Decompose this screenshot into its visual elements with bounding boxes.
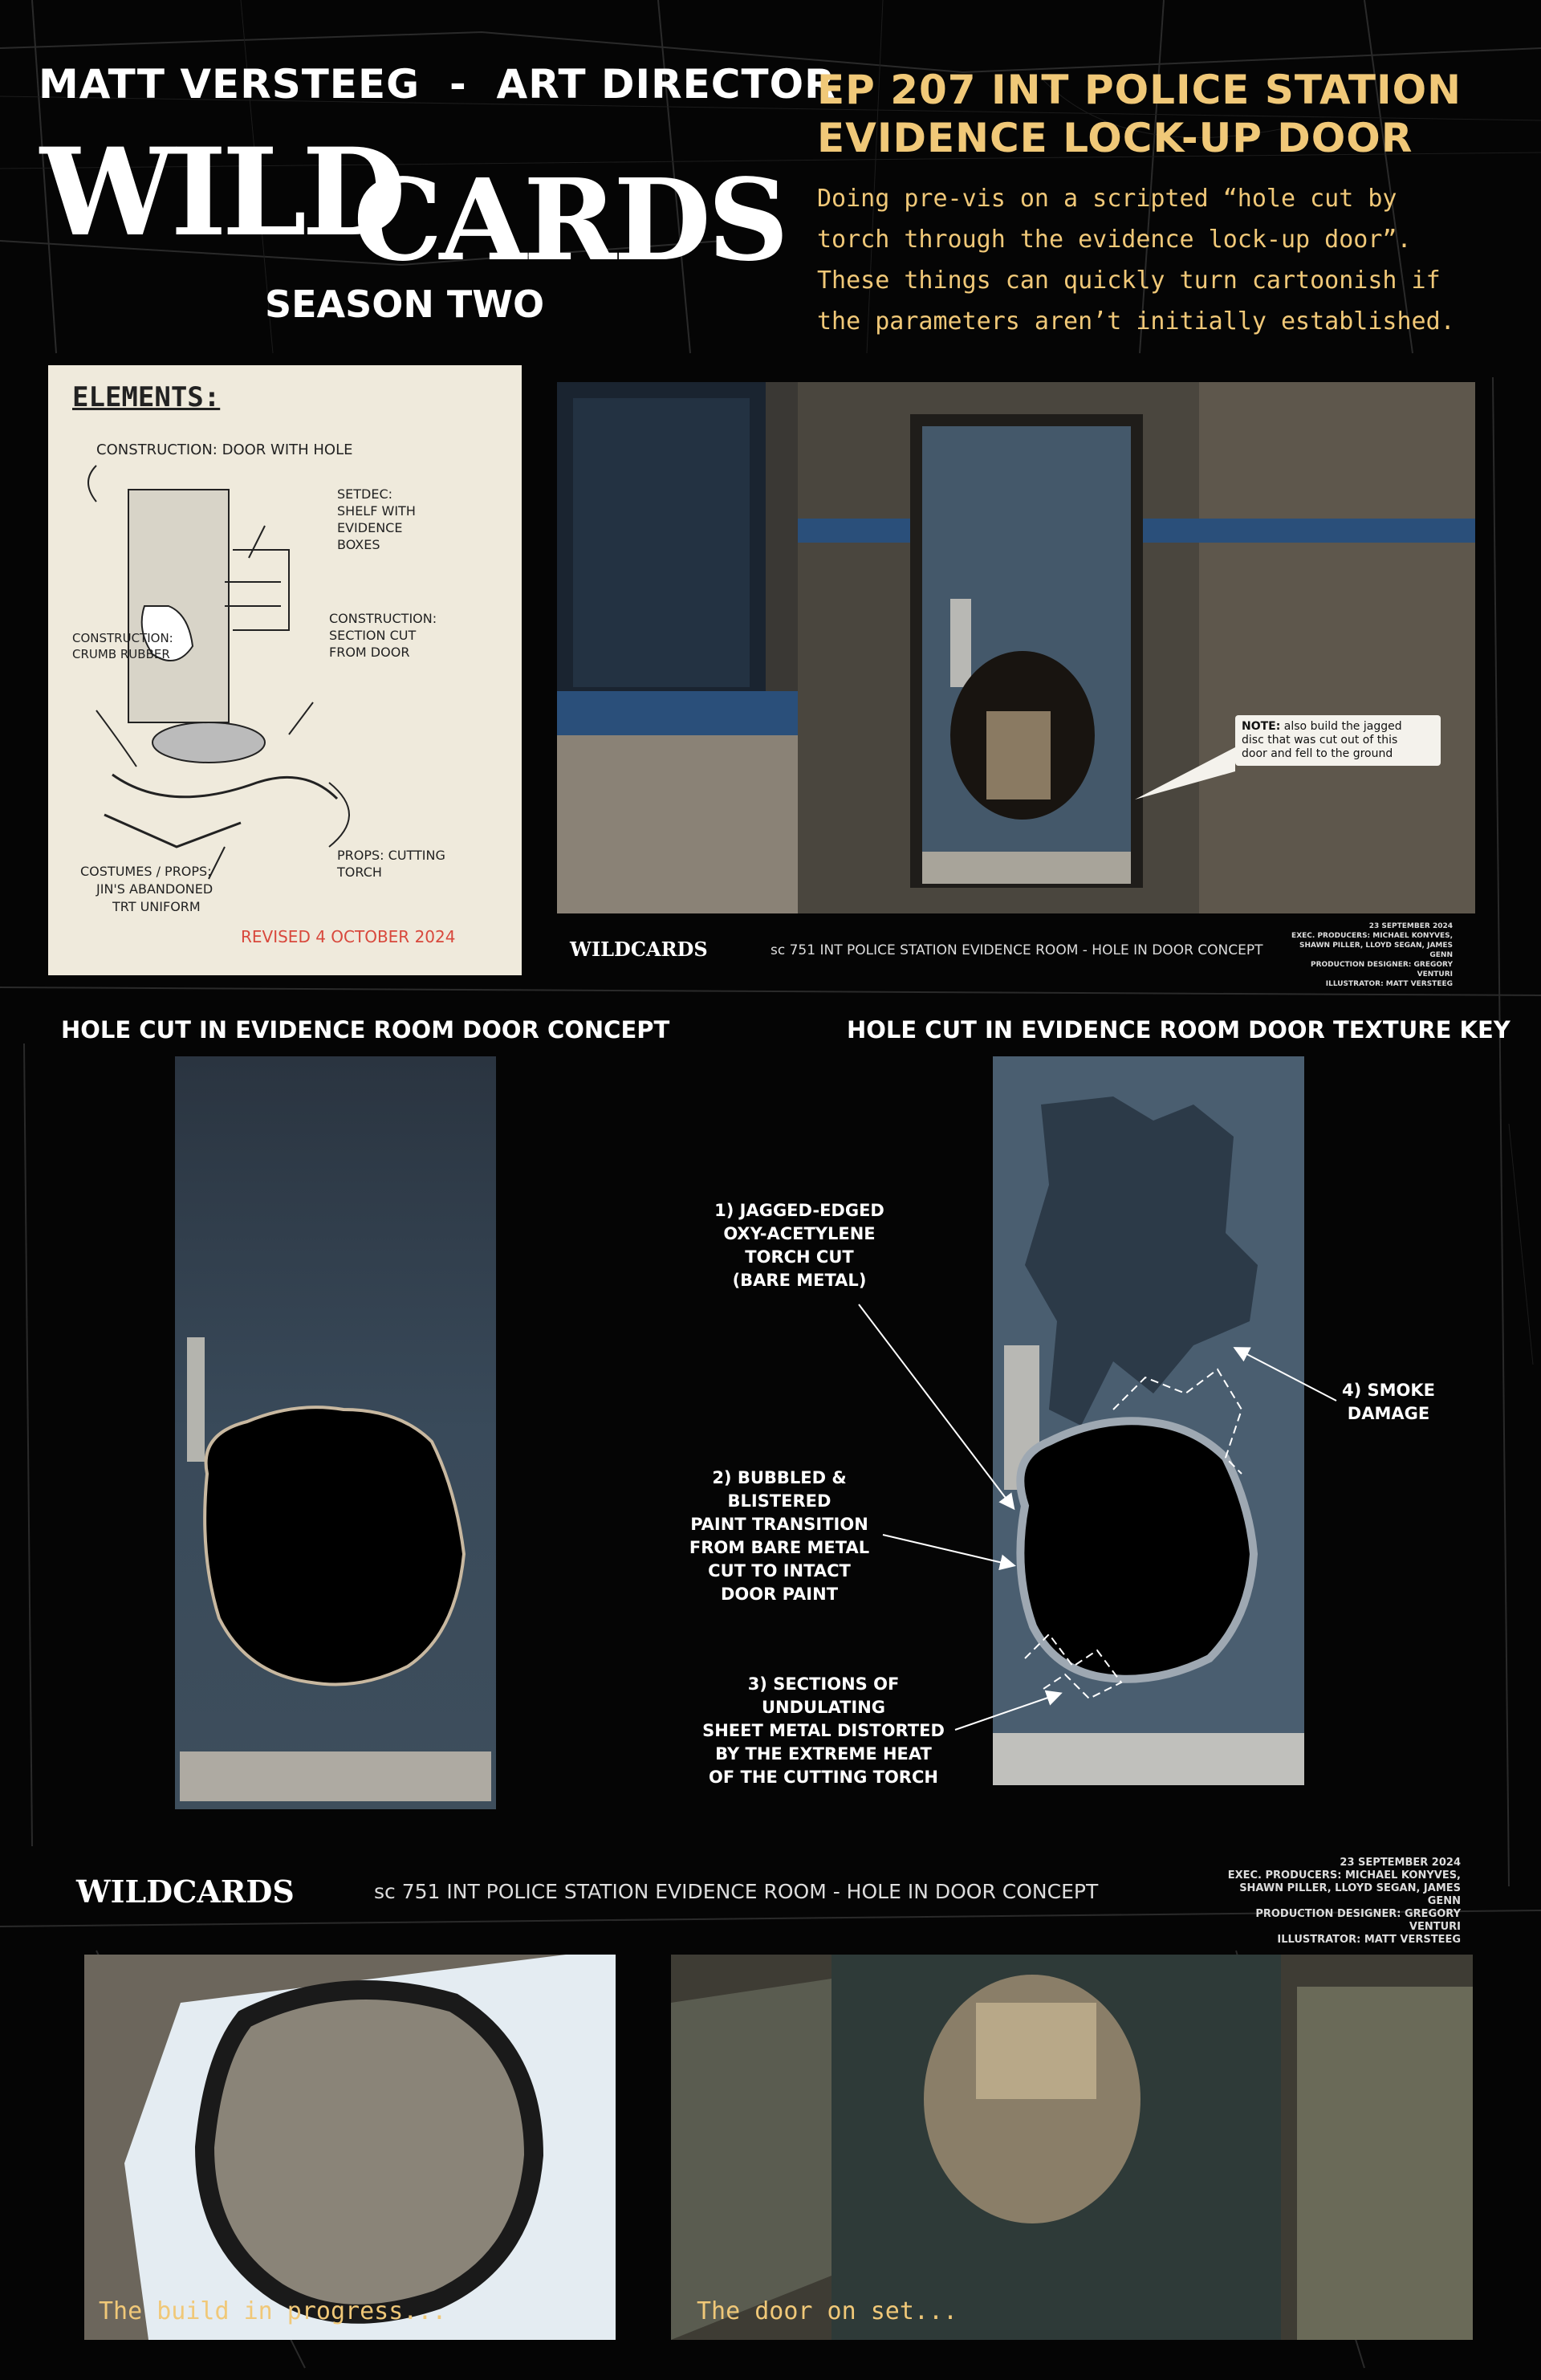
season-label: SEASON TWO (265, 283, 545, 326)
description-line: the parameters aren’t initially established. (817, 307, 1455, 336)
credit-line: SHAWN PILLER, LLOYD SEGAN, JAMES GENN (1299, 942, 1453, 959)
sketch-costumes-line: COSTUMES / PROPS: (80, 864, 212, 879)
label-line: 2) BUBBLED & BLISTERED (712, 1468, 847, 1511)
author-title: MATT VERSTEEG - ART DIRECTOR (39, 61, 836, 108)
credit-line: 23 SEPTEMBER 2024 (1340, 1857, 1461, 1869)
description-line: Doing pre-vis on a scripted “hole cut by (817, 185, 1397, 213)
sketch-title: ELEMENTS: (72, 381, 221, 413)
label-line: DOOR PAINT (720, 1585, 839, 1604)
label-line: FROM BARE METAL (689, 1538, 870, 1557)
label-line: OF THE CUTTING TORCH (709, 1768, 938, 1787)
episode-title-line1: EP 207 INT POLICE STATION (817, 67, 1462, 113)
door-on-set-caption: The door on set... (697, 2297, 958, 2325)
note-bold: NOTE: (1242, 720, 1281, 733)
build-progress-caption: The build in progress... (99, 2297, 447, 2325)
logo-cards: CARDS (353, 155, 786, 287)
label-line: DAMAGE (1347, 1404, 1430, 1423)
episode-title-line2: EVIDENCE LOCK-UP DOOR (817, 115, 1413, 161)
sketch-setdec-line: SETDEC: (337, 486, 393, 502)
label-line: TORCH CUT (745, 1247, 854, 1267)
label-line: (BARE METAL) (732, 1271, 867, 1290)
concept-title: HOLE CUT IN EVIDENCE ROOM DOOR CONCEPT (61, 1016, 670, 1044)
concept-logo: WILDCARDS (76, 1873, 295, 1910)
label-line: SHEET METAL DISTORTED (702, 1721, 945, 1740)
photo1-caption: sc 751 INT POLICE STATION EVIDENCE ROOM - HOLE IN DOOR CONCEPT (770, 942, 1263, 958)
build-progress-photo (84, 1955, 616, 2340)
sketch-section-line: CONSTRUCTION: (329, 611, 437, 626)
sketch-props-line: PROPS: CUTTING (337, 848, 445, 863)
label-line: 3) SECTIONS OF UNDULATING (747, 1674, 900, 1717)
door-on-set-photo (671, 1955, 1473, 2340)
sketch-construction-door: CONSTRUCTION: DOOR WITH HOLE (96, 441, 353, 458)
note-line: disc that was cut out of this (1242, 734, 1398, 747)
label-line: PAINT TRANSITION (690, 1515, 868, 1534)
label-line: 4) SMOKE (1341, 1381, 1435, 1400)
description-line: torch through the evidence lock-up door”. (817, 226, 1412, 254)
credit-line: PRODUCTION DESIGNER: GREGORY VENTURI (1310, 961, 1453, 978)
sketch-section-line: FROM DOOR (329, 645, 410, 660)
credit-line: EXEC. PRODUCERS: MICHAEL KONYVES, (1291, 932, 1453, 940)
sketch-props-line: TORCH (337, 865, 382, 880)
credit-line: PRODUCTION DESIGNER: GREGORY VENTURI (1255, 1908, 1461, 1933)
label-line: CUT TO INTACT (708, 1561, 851, 1581)
sketch-crumb-line: CRUMB RUBBER (72, 647, 170, 661)
sketch-costumes-line: TRT UNIFORM (112, 899, 201, 914)
concept-credits (1204, 1857, 1461, 1947)
sketch-setdec-line: EVIDENCE (337, 520, 403, 535)
credit-line: EXEC. PRODUCERS: MICHAEL KONYVES, (1227, 1869, 1461, 1882)
credit-line: ILLUSTRATOR: MATT VERSTEEG (1277, 1934, 1461, 1946)
logo-wild: WILD (40, 122, 402, 263)
texture-key-title: HOLE CUT IN EVIDENCE ROOM DOOR TEXTURE KEY (847, 1016, 1511, 1044)
note-line: door and fell to the ground (1242, 747, 1393, 760)
note-line: also build the jagged (1280, 720, 1402, 733)
sketch-setdec-line: BOXES (337, 537, 380, 552)
credit-line: 23 SEPTEMBER 2024 (1368, 922, 1453, 930)
sketch-setdec-line: SHELF WITH (337, 503, 416, 519)
label-line: 1) JAGGED-EDGED (714, 1201, 884, 1220)
build-progress-image (84, 1955, 616, 2340)
label-line: OXY-ACETYLENE (723, 1224, 876, 1243)
concept-caption: sc 751 INT POLICE STATION EVIDENCE ROOM - HOLE IN DOOR CONCEPT (374, 1880, 1099, 1903)
sketch-revised-date: REVISED 4 OCTOBER 2024 (241, 927, 456, 946)
description-line: These things can quickly turn cartoonish if (817, 266, 1441, 295)
door-on-set-image (671, 1955, 1473, 2340)
sketch-costumes-line: JIN'S ABANDONED (96, 881, 213, 897)
credit-line: SHAWN PILLER, LLOYD SEGAN, JAMES GENN (1239, 1882, 1461, 1907)
sketch-section-line: SECTION CUT (329, 628, 417, 643)
sketch-crumb-line: CONSTRUCTION: (72, 631, 173, 645)
photo1-logo: WILDCARDS (570, 938, 708, 961)
credit-line: ILLUSTRATOR: MATT VERSTEEG (1325, 980, 1453, 988)
label-line: BY THE EXTREME HEAT (715, 1744, 932, 1764)
